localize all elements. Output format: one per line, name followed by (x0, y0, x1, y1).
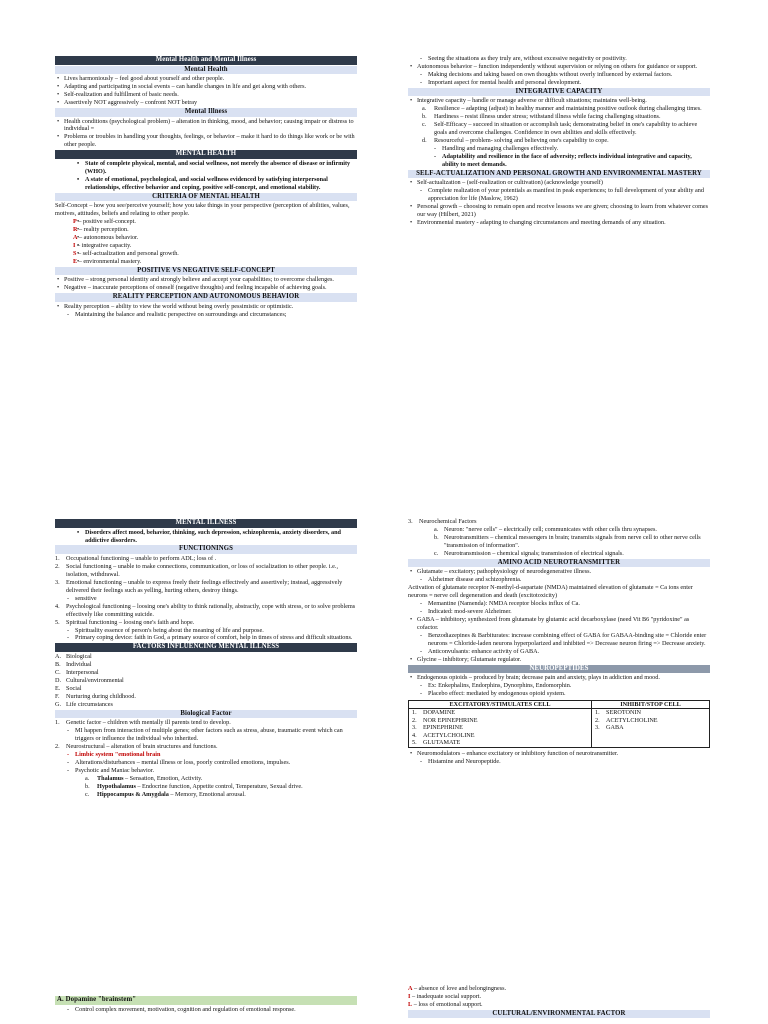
lettered-item: F. Nurturing during childhood. (55, 692, 136, 700)
list-item: • Endogenous opioids – produced by brain; decrease pain and anxiety, plays in addiction and mood. (408, 674, 710, 682)
ail-item: A – absence of love and belongingness. (408, 985, 507, 992)
list-item: • Lives harmoniously – feel good about yourself and other people. (55, 75, 357, 83)
lettered-item: c. Self-Efficacy – succeed in situation or accomplish task; demonstrating belief in one's capability to achieve goals and overcome challenges. Confidence in own abilities and skills effectively. (422, 121, 698, 137)
lettered-item: d. Resourceful – problem- solving and believing one's capability to cope. (422, 137, 609, 145)
numbered-item: 2. Social functioning – unable to make connections, communication, or loss of socialization to other people. i.e., isolation, withdrawal. (55, 563, 339, 578)
lettered-item: b. Hardiness – resist illness under stress; withstand illness while facing challenging situations. (422, 113, 661, 121)
lettered-item: A. Biological (55, 652, 92, 660)
dash-item: - Primary coping device: faith in God, a primary source of comfort, help in times of stress and difficult situations. (55, 634, 357, 642)
section-header: Mental Health (55, 66, 357, 75)
list-item: • State of complete physical, mental, and social wellness, not merely the absence of disease or infirmity (WHO). (55, 160, 357, 176)
lettered-item: a. Neuron: "nerve cells" – electrically cell; communicates with other cells thru synapses. (434, 525, 657, 533)
list-item: • Self-realization and fulfillment of basic needs. (55, 91, 357, 99)
lettered-item: D. Cultural/environmental (55, 676, 124, 684)
section-header: MENTAL HEALTH (55, 150, 357, 159)
list-item: • Assertively NOT aggressively – confront NOT betray (55, 99, 357, 107)
page3-right-column (408, 985, 710, 1019)
list-item: • Glycine – inhibitory; Glutamate regulator. (408, 656, 710, 664)
dash-item: - Indicated: mod-severe Alzheimer. (408, 608, 710, 616)
lettered-item: c. Neurotransmission – chemical signals; transmission of electrical signals. (434, 549, 624, 557)
list-item: • Negative – inaccurate perceptions of oneself (negative thoughts) and feeling incapable of achieving goals. (55, 284, 357, 292)
lettered-item: a. Resilience – adapting (adjust) in healthy manner and maintaining positive outlook during challenging times. (422, 105, 702, 113)
neurotransmitter-table (408, 700, 710, 748)
dash-item: - Psychotic and Maniac behavior. (55, 767, 357, 775)
list-item: • Reality perception – ability to view the world without being overly pessimistic or optimistic. (55, 303, 357, 311)
numbered-item: 4. Psychological functioning – loosing one's ability to think rationally, abstractly, cope with stress, or to solve problems effectively like committing suicide. (55, 602, 356, 618)
dash-item: - Complete realization of your potentials as manifest in peak experiences; to full development of your ability and appreciation for life (Maslow, 1962) (408, 187, 710, 203)
section-header: Mental Health and Mental Illness (55, 56, 357, 65)
table-header: INHIBIT/STOP CELL (592, 700, 710, 708)
section-header: Biological Factor (55, 710, 357, 719)
section-header: CULTURAL/ENVIRONMENTAL FACTOR (408, 1010, 710, 1019)
dash-item: - Seeing the situations as they truly are, without excessive negativity or positivity. (408, 55, 710, 63)
dash-item: - Adaptability and resilience in the face of adversity; reflects individual integrative and capacity, ability to meet demands. (408, 153, 710, 169)
dash-item: - Making decisions and taking based on own thoughts without overly influenced by external factors. (408, 71, 710, 79)
praise-item: • P – positive self-concept. (55, 218, 357, 226)
list-item: • Neuromodulators – enhance excitatory or inhibitory function of neurotransmitter. (408, 750, 710, 758)
numbered-item: 1. Occupational functioning – unable to perform ADL; loss of . (55, 555, 217, 563)
lettered-item: C. Interpersonal (55, 668, 99, 676)
section-header: POSITIVE VS NEGATIVE SELF-CONCEPT (55, 267, 357, 276)
praise-item: • S – self-actualization and personal growth. (55, 250, 357, 258)
list-item: • Positive – strong personal identity and strongly believe and accept your capabilities; to overcome challenges. (55, 276, 357, 284)
list-item: • Integrative capacity – handle or manage adverse or difficult situations; maintains well-being. (408, 97, 710, 105)
section-header: INTEGRATIVE CAPACITY (408, 88, 710, 97)
list-item: • GABA – inhibitory; synthesized from glutamate by glutamic acid decarboxylase (need Vit B6 "pyridoxine" as cofactor. (408, 616, 710, 632)
page2-left-column (55, 518, 357, 799)
dash-item: - Spirituality essence of person's being about the meaning of life and purpose. (55, 627, 357, 635)
section-header: MENTAL ILLNESS (55, 519, 357, 528)
limbic-system-item: - Limbic system "emotional brain (55, 751, 357, 759)
dash-item: - Alterations/disturbances – mental illness or loss, poorly controlled emotions, impulses. (55, 759, 357, 767)
page1-left-column (55, 55, 357, 319)
numbered-item: 1. Genetic factor – children with mentally ill parents tend to develop. (55, 719, 231, 727)
table-cell: 1. DOPAMINE 2. NOR EPINEPHRINE 3. EPINEPHRINE 4. ACETYLCHOLINE 5. GLUTAMATE (409, 709, 592, 747)
page3-left-column (55, 995, 357, 1014)
praise-item: • R – reality perception. (55, 226, 357, 234)
list-item: • Autonomous behavior – function independently without supervision or relying on others for guidance or support. (408, 63, 710, 71)
numbered-item: 3. Emotional functioning – unable to express freely their feelings effectively and assertively; instead, aggressively delivered their feelings such as yelling, hurting others, destroy things. (55, 578, 343, 594)
section-header: FUNCTIONINGS (55, 545, 357, 554)
section-header: A. Dopamine "brainstem" (55, 996, 357, 1005)
dash-item: - Placebo effect: mediated by endogenous opioid system. (408, 690, 710, 698)
lettered-item: G. Life circumstances (55, 700, 113, 708)
section-header: CRITERIA OF MENTAL HEALTH (55, 193, 357, 202)
lettered-item: b. Hypothalamus – Endocrine function, Appetite control, Temperature, Sexual drive. (85, 782, 303, 790)
dash-item: - Important aspect for mental health and personal development. (408, 79, 710, 87)
lettered-item: c. Hippocampus & Amygdala – Memory, Emotional arousal. (85, 790, 246, 798)
dash-item: - Histamine and Neuropeptide. (408, 758, 710, 766)
self-concept-text: Self-Concept – how you see/perceive yourself; how you take things in your perspective (perception of abilities, values, motives, attitudes, beliefs and relating to other people. (55, 202, 350, 218)
dash-item: - Handling and managing challenges effectively. (408, 145, 710, 153)
ail-item: L – loss of emotional support. (408, 1000, 483, 1008)
list-item: • Health conditions (psychological problem) – alteration in thinking, mood, and behavior; causing impair or distress to individual = (55, 118, 357, 134)
page1-right-column (408, 55, 710, 227)
dash-item: - Anticonvulsants: enhance activity of GABA. (408, 648, 710, 656)
dash-item: - Alzheimer disease and schizophrenia. (408, 576, 710, 584)
dash-item: - Benzodiazepines & Barbiturates: increase combining effect of GABA for GABAA-binding site = Chloride enter neurons = Chloride-laden neurons hyperpolarized and inhibited => Decrease neuron firing => Decrease anxiety. (408, 632, 710, 648)
lettered-item: E. Social (55, 684, 82, 692)
numbered-item: 2. Neurostructural – alteration of brain structures and functions. (55, 742, 218, 750)
list-item: • Personal growth – choosing to remain open and receive lessons we are given; choosing to learn from whatever comes our way (Hilbert, 2021) (408, 203, 710, 219)
numbered-item: 5. Spiritual functioning – loosing one's faith and hope. (55, 618, 195, 626)
section-header: NEUROPEPTIDES (408, 665, 710, 674)
table-cell: 1. SEROTONIN 2. ACETYLCHOLINE 3. GABA (592, 709, 710, 747)
ail-item: I – inadequate social support. (408, 992, 482, 1000)
list-item: • Self-actualization – (self-realization or cultivation) (acknowledge yourself) (408, 179, 710, 187)
activation-text: Activation of glutamate receptor N-methyl-d-aspartate (NMDA) maintained elevation of glutamate = Ca ions enter neurons = nerve cell degeneration and death (excitotoxicity) (408, 584, 693, 600)
section-header: FACTORS INFLUENCING MENTAL ILLNESS (55, 643, 357, 652)
section-header: SELF-ACTUALIZATION AND PERSONAL GROWTH AND ENVIRONMENTAL MASTERY (408, 170, 710, 179)
table-header: EXCITATORY/STIMULATES CELL (409, 700, 592, 708)
praise-item: • A – autonomous behavior. (55, 234, 357, 242)
dash-item: - sensitive (55, 595, 357, 603)
numbered-item: 3. Neurochemical Factors (408, 518, 477, 525)
list-item: • Disorders affect mood, behavior, thinking, such depression, schizophrenia, anxiety disorders, and addictive disorders. (55, 529, 357, 545)
section-header: AMINO ACID NEUROTRANSMITTER (408, 559, 710, 568)
list-item: • Environmental mastery - adapting to changing circumstances and meeting demands of any situation. (408, 219, 710, 227)
section-header: Mental Illness (55, 108, 357, 117)
page2-right-column (408, 518, 710, 765)
list-item: • Adapting and participating in social events – can handle changes in life and get along with others. (55, 83, 357, 91)
list-item: • A state of emotional, psychological, and social wellness evidenced by satisfying interpersonal relationships, effective behavior and coping, positive self-concept, and emotional stability. (55, 176, 357, 192)
lettered-item: B. Individual (55, 660, 92, 668)
dash-item: - Ex: Enkephalins, Endorphins, Dynorphins, Endomorphin. (408, 682, 710, 690)
dash-item: - Maintaining the balance and realistic perspective on surroundings and circumstances; (55, 311, 357, 319)
dash-item: - Memantine (Namenda): NMDA receptor blocks influx of Ca. (408, 600, 710, 608)
praise-item: • E – environmental mastery. (55, 258, 357, 266)
section-header: REALITY PERCEPTION AND AUTONOMOUS BEHAVIOR (55, 293, 357, 302)
dash-item: - Control complex movement, motivation, cognition and regulation of emotional response. (55, 1006, 357, 1014)
list-item: • Problems or troubles in handling your thoughts, feelings, or behavior – make it hard to do things like work or be with other people. (55, 133, 357, 149)
lettered-item: a. Thalamus – Sensation, Emotion, Activity. (85, 774, 203, 782)
praise-item: • I – integrative capacity. (55, 242, 357, 250)
lettered-item: b. Neurotransmitters – chemical messengers in brain; transmits signals from nerve cell to other nerve cells "transmission of information". (434, 533, 701, 549)
dash-item: - MI happen from interaction of multiple genes; other factors such as stress, abuse, traumatic event which can triggers or influence the individual who inherited. (55, 727, 357, 743)
list-item: • Glutamate – excitatory; pathophysiology of neurodegenerative illness. (408, 568, 710, 576)
